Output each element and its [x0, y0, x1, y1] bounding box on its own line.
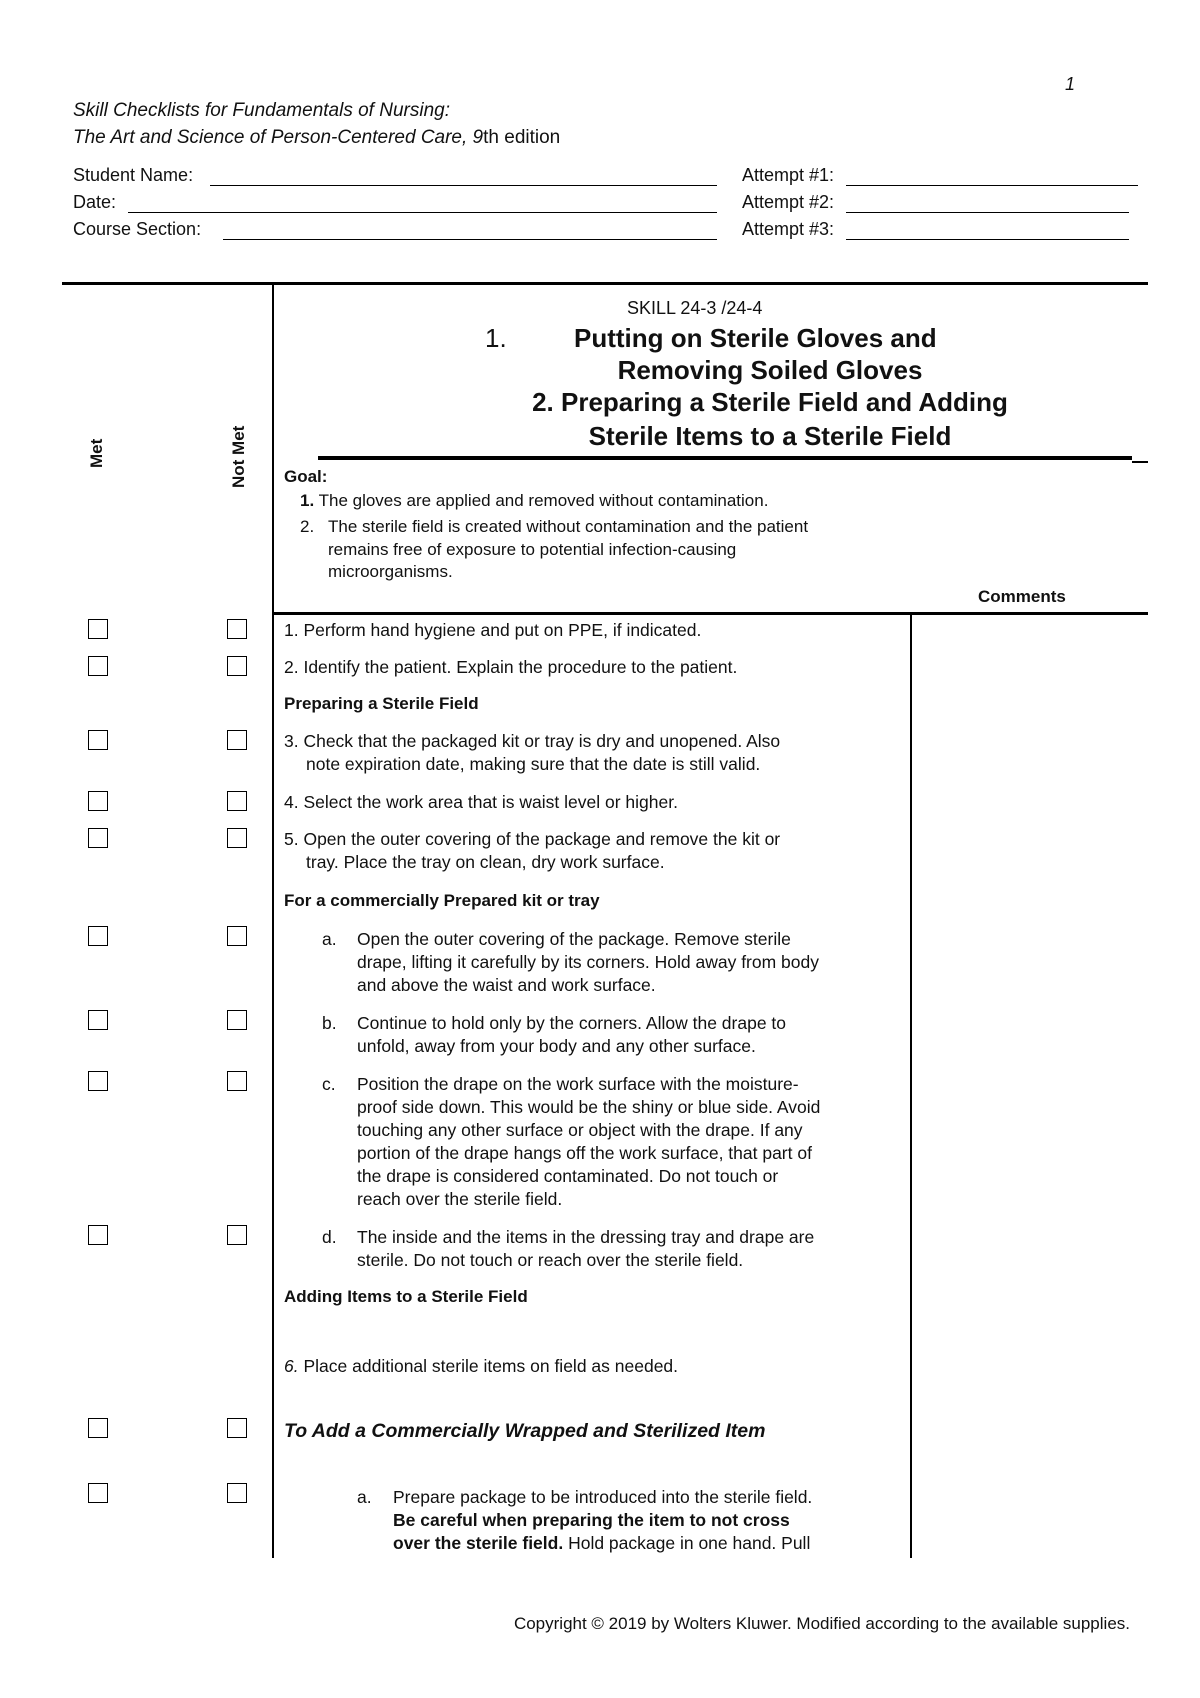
met-checkbox-1[interactable] — [88, 619, 108, 639]
not-met-checkbox-wrapped[interactable] — [227, 1418, 247, 1438]
goal-item-2-number: 2. — [300, 517, 315, 536]
substep-c-line1: Position the drape on the work surface with the moisture- — [357, 1074, 799, 1094]
step-2: 2. Identify the patient. Explain the procedure to the patient. — [284, 657, 738, 677]
attempt2-label: Attempt #2: — [742, 192, 835, 212]
copyright: Copyright © 2019 by Wolters Kluwer. Modified according to the available supplies. — [513, 1614, 1130, 1633]
substep-c-letter: c. — [322, 1074, 336, 1094]
met-checkbox-wrapped-a[interactable] — [88, 1483, 108, 1503]
met-column-header: Met — [87, 438, 106, 468]
met-checkbox-5d[interactable] — [88, 1225, 108, 1245]
section-adding-items: Adding Items to a Sterile Field — [284, 1287, 528, 1306]
title1-line1: Putting on Sterile Gloves and — [574, 323, 937, 353]
column-divider — [272, 285, 274, 1558]
subhead-commercially-wrapped: To Add a Commercially Wrapped and Sterilized Item — [284, 1420, 766, 1442]
book-title-line1: Skill Checklists for Fundamentals of Nursing: — [73, 100, 450, 121]
substep-a-letter: a. — [322, 929, 337, 949]
student-name-field[interactable] — [210, 185, 717, 186]
title1-line2: Removing Soiled Gloves — [617, 355, 923, 385]
table-top-rule — [62, 282, 1148, 285]
date-label: Date: — [73, 192, 117, 212]
attempt1-field[interactable] — [846, 185, 1138, 186]
step-1: 1. Perform hand hygiene and put on PPE, if indicated. — [284, 620, 702, 640]
attempt3-label: Attempt #3: — [742, 219, 835, 239]
wrapped-a-line3: over the sterile field. Hold package in one hand. Pull — [393, 1533, 811, 1553]
substep-b-letter: b. — [322, 1013, 337, 1033]
attempt1-label: Attempt #1: — [742, 165, 835, 185]
not-met-column-header: Not Met — [229, 425, 248, 488]
met-checkbox-wrapped[interactable] — [88, 1418, 108, 1438]
book-title-line2: The Art and Science of Person-Centered Care, 9th edition — [73, 127, 561, 148]
not-met-checkbox-5c[interactable] — [227, 1071, 247, 1091]
page-number: 1 — [1064, 74, 1075, 94]
not-met-checkbox-2[interactable] — [227, 656, 247, 676]
substep-b-line2: unfold, away from your body and any other surface. — [357, 1036, 756, 1056]
wrapped-a-letter: a. — [357, 1487, 372, 1507]
goal-item-2-line1: The sterile field is created without contamination and the patient — [328, 517, 809, 536]
not-met-checkbox-wrapped-a[interactable] — [227, 1483, 247, 1503]
substep-a-line1: Open the outer covering of the package. Remove sterile — [357, 929, 791, 949]
substep-c-line6: reach over the sterile field. — [357, 1189, 563, 1209]
met-checkbox-5c[interactable] — [88, 1071, 108, 1091]
goal-item-1: 1. The gloves are applied and removed without contamination. — [300, 491, 769, 510]
substep-c-line4: portion of the drape hangs off the work surface, that part of — [357, 1143, 812, 1163]
substep-c-line5: the drape is considered contaminated. Do not touch or — [357, 1166, 779, 1186]
step-5-line1: 5. Open the outer covering of the package and remove the kit or — [284, 829, 781, 849]
met-checkbox-4[interactable] — [88, 791, 108, 811]
attempt3-field[interactable] — [846, 239, 1129, 240]
met-checkbox-2[interactable] — [88, 656, 108, 676]
title2-line2: Sterile Items to a Sterile Field — [588, 421, 952, 451]
not-met-checkbox-1[interactable] — [227, 619, 247, 639]
title2-line1: 2. Preparing a Sterile Field and Adding — [532, 387, 1008, 417]
step-5-line2: tray. Place the tray on clean, dry work surface. — [306, 852, 665, 872]
substep-c-line2: proof side down. This would be the shiny or blue side. Avoid — [357, 1097, 821, 1117]
course-section-field[interactable] — [223, 239, 717, 240]
not-met-checkbox-5a[interactable] — [227, 926, 247, 946]
goal-label: Goal: — [284, 467, 328, 486]
goal-item-2-line3: microorganisms. — [328, 562, 453, 581]
not-met-checkbox-5d[interactable] — [227, 1225, 247, 1245]
not-met-checkbox-4[interactable] — [227, 791, 247, 811]
substep-c-line3: touching any other surface or object with the drape. If any — [357, 1120, 803, 1140]
step-3-line2: note expiration date, making sure that the date is still valid. — [306, 754, 761, 774]
substep-a-line2: drape, lifting it carefully by its corners. Hold away from body — [357, 952, 819, 972]
date-field[interactable] — [128, 212, 717, 213]
course-section-label: Course Section: — [73, 219, 202, 239]
title-rule — [318, 456, 1132, 460]
substep-d-line2: sterile. Do not touch or reach over the sterile field. — [357, 1250, 744, 1270]
title1-number: 1. — [485, 323, 507, 353]
student-name-label: Student Name: — [73, 165, 194, 185]
step-6: 6. Place additional sterile items on field as needed. — [284, 1356, 679, 1376]
comments-divider — [910, 614, 912, 1558]
attempt2-field[interactable] — [846, 212, 1129, 213]
section-preparing-sterile-field: Preparing a Sterile Field — [284, 694, 479, 713]
wrapped-a-line1: Prepare package to be introduced into the sterile field. — [393, 1487, 813, 1507]
title-rule-end — [1132, 461, 1148, 463]
section-commercial-kit: For a commercially Prepared kit or tray — [284, 891, 600, 910]
comments-rule — [273, 612, 1148, 615]
skill-number: SKILL 24-3 /24-4 — [627, 298, 763, 318]
met-checkbox-3[interactable] — [88, 730, 108, 750]
met-checkbox-5a[interactable] — [88, 926, 108, 946]
wrapped-a-line2: Be careful when preparing the item to not cross — [393, 1510, 790, 1530]
not-met-checkbox-5[interactable] — [227, 828, 247, 848]
not-met-checkbox-5b[interactable] — [227, 1010, 247, 1030]
comments-header: Comments — [978, 587, 1066, 606]
step-3-line1: 3. Check that the packaged kit or tray is dry and unopened. Also — [284, 731, 781, 751]
not-met-checkbox-3[interactable] — [227, 730, 247, 750]
met-checkbox-5b[interactable] — [88, 1010, 108, 1030]
substep-a-line3: and above the waist and work surface. — [357, 975, 656, 995]
substep-d-line1: The inside and the items in the dressing tray and drape are — [357, 1227, 815, 1247]
substep-b-line1: Continue to hold only by the corners. Allow the drape to — [357, 1013, 787, 1033]
goal-item-2-line2: remains free of exposure to potential infection-causing — [328, 540, 737, 559]
substep-d-letter: d. — [322, 1227, 337, 1247]
met-checkbox-5[interactable] — [88, 828, 108, 848]
step-4: 4. Select the work area that is waist level or higher. — [284, 792, 678, 812]
